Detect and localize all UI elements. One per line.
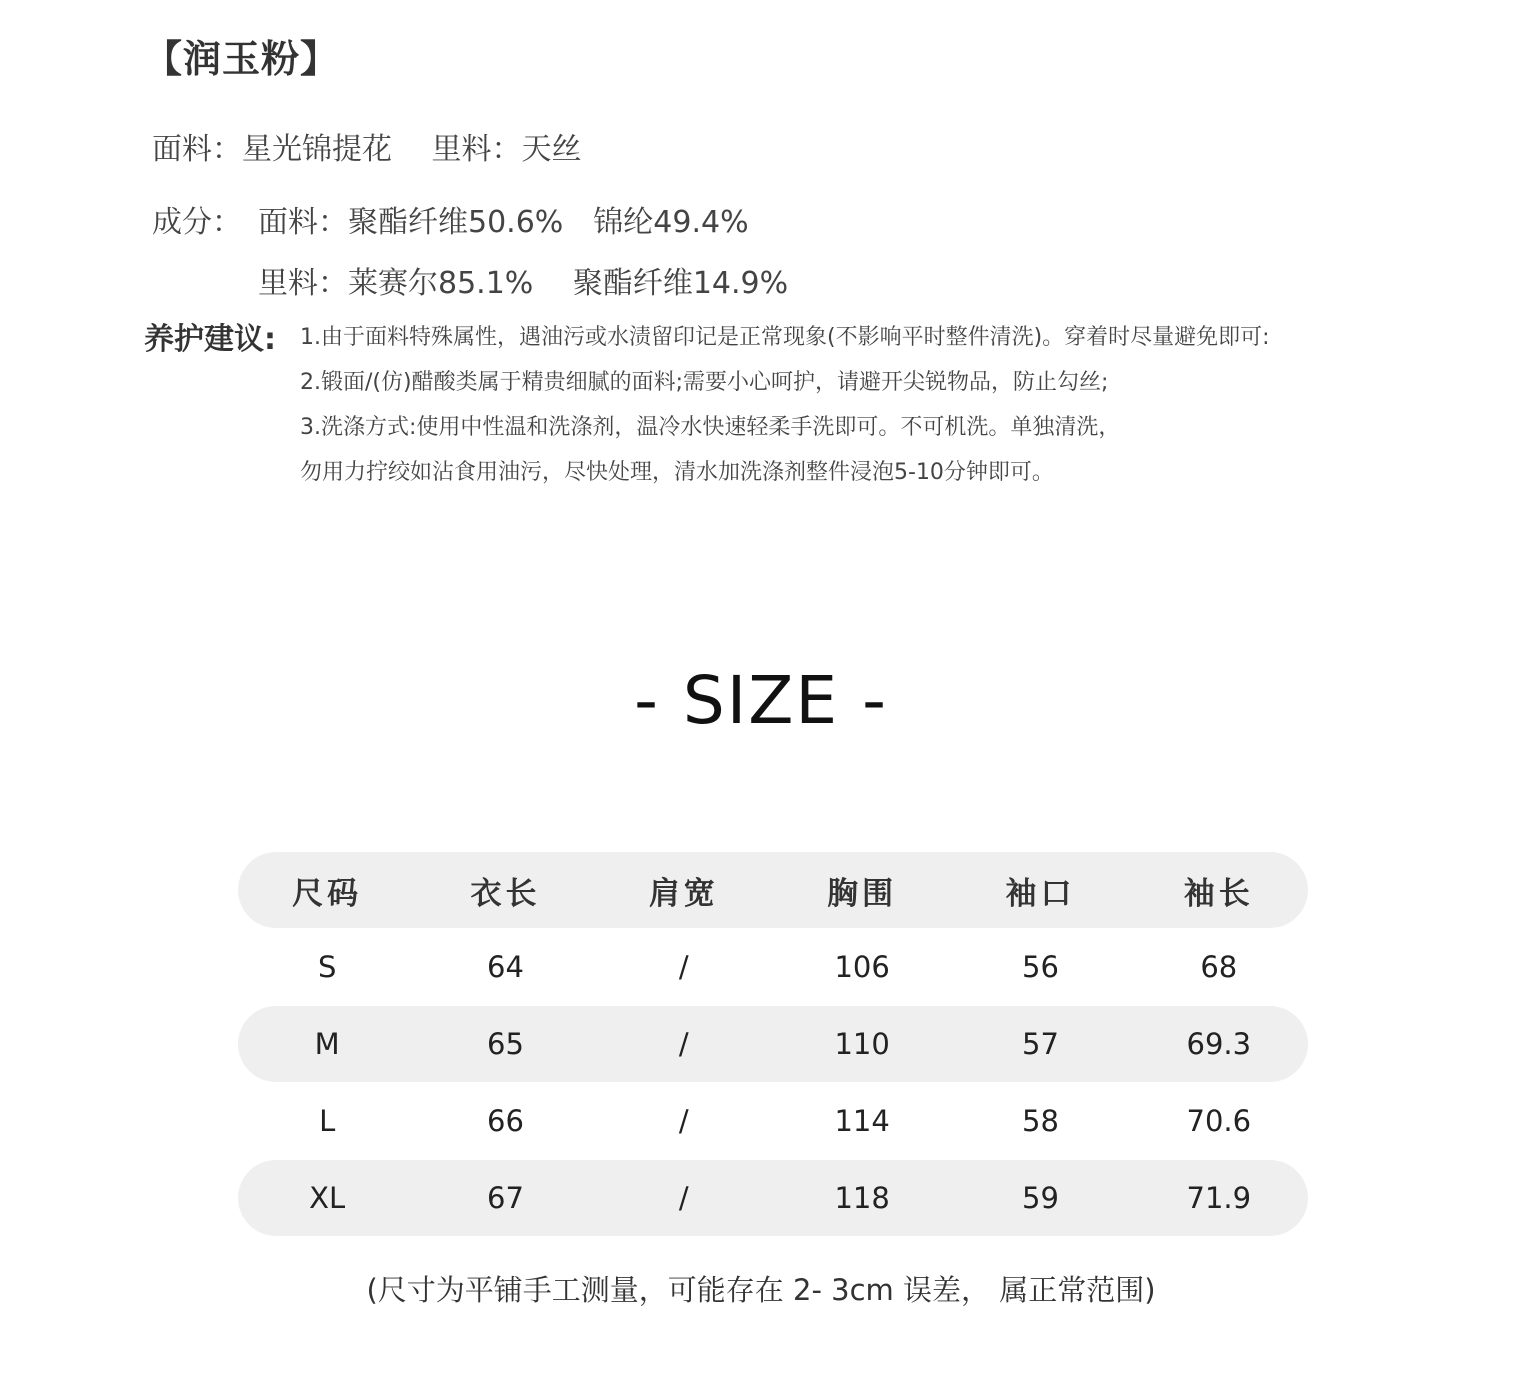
cell-cuff: 58	[1022, 1104, 1059, 1138]
table-row	[238, 1006, 1308, 1082]
cell-chest: 106	[834, 950, 890, 984]
cell-shoulder: /	[678, 1027, 689, 1061]
header-sleeve: 袖长	[1183, 875, 1254, 912]
cell-length: 64	[487, 950, 524, 984]
care-line-2: 2.锻面/(仿)醋酸类属于精贵细腻的面料;需要小心呵护，请避开尖锐物品，防止勾丝;	[300, 370, 1109, 395]
header-size: 尺码	[292, 875, 363, 912]
table-header-row	[238, 852, 1308, 928]
table-row	[238, 1083, 1308, 1159]
cell-sleeve: 68	[1200, 950, 1238, 984]
cell-size: M	[314, 1027, 340, 1061]
cell-sleeve: 71.9	[1186, 1181, 1252, 1215]
cell-chest: 118	[834, 1181, 890, 1215]
cell-chest: 110	[834, 1027, 890, 1061]
cell-shoulder: /	[678, 950, 689, 984]
cell-length: 66	[487, 1104, 524, 1138]
size-section-title: - SIZE -	[634, 662, 888, 739]
care-line-3: 3.洗涤方式:使用中性温和洗涤剂，温冷水快速轻柔手洗即可。不可机洗。单独清洗，	[300, 415, 1121, 440]
cell-sleeve: 70.6	[1186, 1104, 1252, 1138]
composition-line-1: 面料：聚酯纤维50.6% 锦纶49.4%	[258, 205, 749, 240]
header-length: 衣长	[470, 875, 541, 912]
cell-cuff: 56	[1022, 950, 1059, 984]
care-line-4: 勿用力拧绞如沾食用油污，尽快处理，清水加洗涤剂整件浸泡5-10分钟即可。	[300, 460, 1054, 485]
composition-line-2: 里料：莱赛尔85.1% 聚酯纤维14.9%	[258, 266, 789, 301]
cell-size: S	[317, 950, 337, 984]
fabric-line: 面料：星光锦提花 里料：天丝	[152, 132, 582, 167]
header-chest: 胸围	[827, 875, 898, 912]
cell-shoulder: /	[678, 1104, 689, 1138]
table-row	[238, 1160, 1308, 1236]
cell-length: 65	[487, 1027, 524, 1061]
cell-size: XL	[309, 1181, 346, 1215]
cell-length: 67	[487, 1181, 524, 1215]
header-cuff: 袖口	[1005, 875, 1076, 912]
size-table	[238, 852, 1308, 1237]
cell-cuff: 59	[1022, 1181, 1059, 1215]
composition-label: 成分：	[152, 205, 242, 240]
cell-size: L	[319, 1104, 336, 1138]
measurement-note: (尺寸为平铺手工测量，可能存在 2- 3cm 误差， 属正常范围)	[366, 1273, 1156, 1307]
cell-chest: 114	[834, 1104, 890, 1138]
product-color-title: 【润玉粉】	[144, 37, 340, 81]
table-row	[238, 929, 1308, 1005]
header-shoulder: 肩宽	[648, 875, 719, 912]
cell-shoulder: /	[678, 1181, 689, 1215]
care-line-1: 1.由于面料特殊属性，遇油污或水渍留印记是正常现象(不影响平时整件清洗)。穿着时尽量避免即可:	[300, 325, 1270, 350]
care-label: 养护建议:	[144, 322, 276, 357]
cell-sleeve: 69.3	[1186, 1027, 1252, 1061]
cell-cuff: 57	[1022, 1027, 1059, 1061]
